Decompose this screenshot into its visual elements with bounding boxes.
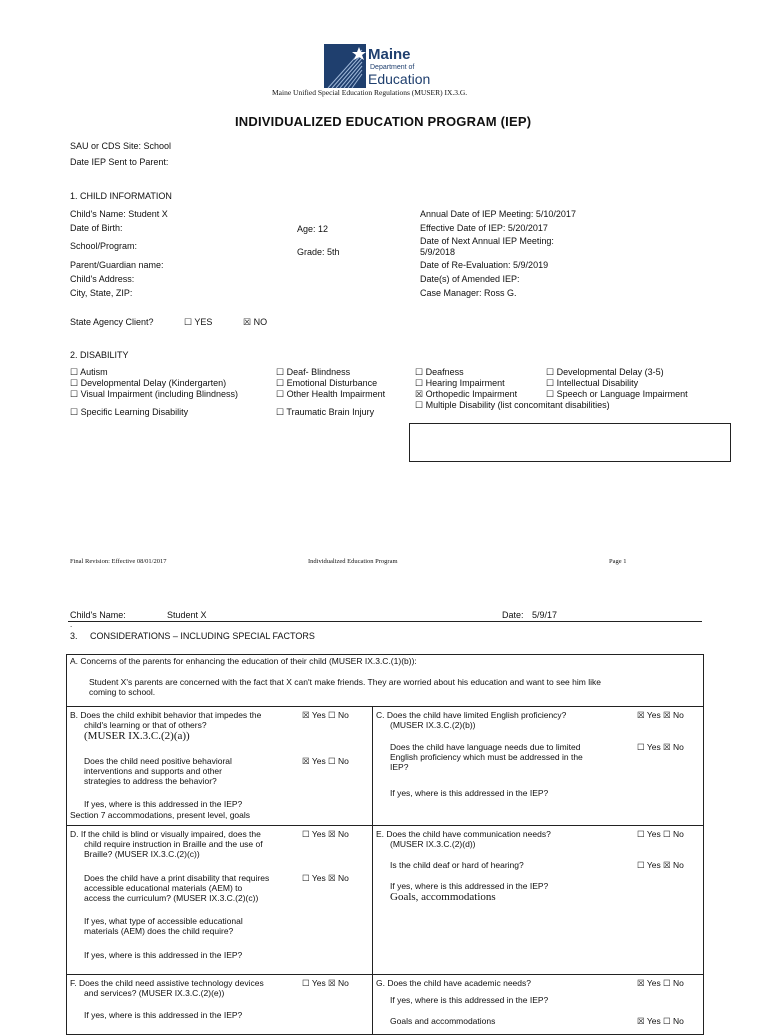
footer-program: Individualized Education Program [308, 558, 398, 565]
childs-name: Child's Name: Student X [70, 209, 168, 219]
d-q3: Braille? (MUSER IX.3.C.(2)(c)) [84, 849, 200, 859]
disability-deaf-blind[interactable]: ☐ Deaf- Blindness [276, 367, 351, 377]
disability-dev-delay-k[interactable]: ☐ Developmental Delay (Kindergarten) [70, 378, 227, 388]
g-q3[interactable]: Goals and accommodations [390, 1016, 496, 1026]
parent-name: Parent/Guardian name: [70, 260, 164, 270]
e-q1: E. Does the child have communication needs? [376, 829, 551, 839]
age: Age: 12 [297, 224, 329, 234]
b-q6: strategies to address the behavior? [84, 776, 217, 786]
consideration-a [67, 655, 704, 707]
b-answer[interactable]: Section 7 accommodations, present level, goals [70, 810, 251, 820]
b-q2: child's learning or that of others? [84, 720, 207, 730]
regs-line: Maine Unified Special Education Regulations (MUSER) IX.3.G. [272, 88, 468, 97]
annual-date: Annual Date of IEP Meeting: 5/10/2017 [420, 209, 576, 219]
c-q2: (MUSER IX.3.C.(2)(b)) [390, 720, 476, 730]
f-q3: If yes, where is this addressed in the IEP? [84, 1010, 243, 1020]
sau-line: SAU or CDS Site: School [70, 141, 172, 151]
p2-date-label: Date: [502, 610, 524, 620]
logo-word-maine: Maine [368, 46, 411, 63]
consideration-e [373, 826, 704, 975]
f-yes-no-1[interactable]: ☐ Yes ☒ No [302, 978, 349, 988]
state-agency-label: State Agency Client? [70, 317, 154, 327]
d-yes-no-1[interactable]: ☐ Yes ☒ No [302, 829, 349, 839]
b-yes-no-2[interactable]: ☒ Yes ☐ No [302, 756, 349, 766]
f-q1: F. Does the child need assistive technology devices [70, 978, 264, 988]
c-q4: English proficiency which must be addressed in the [390, 752, 583, 762]
e-q2: (MUSER IX.3.C.(2)(d)) [390, 839, 476, 849]
disability-visual[interactable]: ☐ Visual Impairment (including Blindness) [70, 389, 238, 399]
d-q9: If yes, where is this addressed in the IEP? [84, 950, 243, 960]
d-q5: accessible educational materials (AEM) to [84, 883, 243, 893]
consideration-d [67, 826, 373, 975]
section2-heading: 2. DISABILITY [70, 350, 129, 360]
d-q8: materials (AEM) does the child require? [84, 926, 234, 936]
disability-hearing[interactable]: ☐ Hearing Impairment [415, 378, 505, 388]
d-q4: Does the child have a print disability that requires [84, 873, 270, 883]
e-q4: If yes, where is this addressed in the IEP? [390, 881, 549, 891]
p2-section-num: 3. [70, 631, 78, 641]
consideration-f [67, 975, 373, 1035]
disability-deafness[interactable]: ☐ Deafness [415, 367, 464, 377]
disability-tbi[interactable]: ☐ Traumatic Brain Injury [276, 407, 375, 417]
reevaluation-date: Date of Re-Evaluation: 5/9/2019 [420, 260, 549, 270]
b-yes-no-1[interactable]: ☒ Yes ☐ No [302, 710, 349, 720]
a-answer-line2[interactable]: coming to school. [89, 687, 156, 697]
p2-childs-name-value: Student X [167, 610, 207, 620]
page-title: INDIVIDUALIZED EDUCATION PROGRAM (IEP) [235, 114, 532, 129]
state-agency-yes-checkbox[interactable]: ☐ YES [184, 317, 213, 327]
e-q3: Is the child deaf or hard of hearing? [390, 860, 524, 870]
maine-doe-logo [324, 44, 450, 90]
disability-dev-delay-3-5[interactable]: ☐ Developmental Delay (3-5) [546, 367, 664, 377]
child-address: Child's Address: [70, 274, 135, 284]
g-q2: If yes, where is this addressed in the IEP? [390, 995, 549, 1005]
section1-heading: 1. CHILD INFORMATION [70, 191, 172, 201]
amended-date: Date(s) of Amended IEP: [420, 274, 520, 284]
date-sent-line: Date IEP Sent to Parent: [70, 157, 169, 167]
p2-section-heading: CONSIDERATIONS – INCLUDING SPECIAL FACTORS [90, 631, 315, 641]
disability-sld[interactable]: ☐ Specific Learning Disability [70, 407, 189, 417]
disability-ohi[interactable]: ☐ Other Health Impairment [276, 389, 386, 399]
considerations-table [66, 654, 704, 1035]
c-q5: IEP? [390, 762, 409, 772]
c-q6: If yes, where is this addressed in the IEP? [390, 788, 549, 798]
concomitant-disabilities-field[interactable] [409, 423, 731, 462]
e-yes-no-2[interactable]: ☐ Yes ☒ No [637, 860, 684, 870]
b-q5: interventions and supports and other [84, 766, 222, 776]
d-q6: access the curriculum? (MUSER IX.3.C.(2)(c)) [84, 893, 259, 903]
dob: Date of Birth: [70, 223, 123, 233]
d-yes-no-2[interactable]: ☐ Yes ☒ No [302, 873, 349, 883]
next-annual-date-value: 5/9/2018 [420, 247, 456, 257]
d-q7: If yes, what type of accessible educational [84, 916, 243, 926]
a-answer-line1[interactable]: Student X's parents are concerned with the fact that X can't make friends. They are worried about his education and want to see him like [89, 677, 601, 687]
disability-orthopedic[interactable]: ☒ Orthopedic Impairment [415, 389, 518, 399]
c-yes-no-1[interactable]: ☒ Yes ☒ No [637, 710, 684, 720]
p2-header-rule [68, 621, 702, 622]
disability-autism[interactable]: ☐ Autism [70, 367, 108, 377]
city-state-zip: City, State, ZIP: [70, 288, 133, 298]
state-agency-no-checkbox[interactable]: ☒ NO [243, 317, 268, 327]
consideration-g [373, 975, 704, 1035]
logo-word-dept: Department of [370, 64, 415, 71]
c-q3: Does the child have language needs due to limited [390, 742, 581, 752]
b-q7: If yes, where is this addressed in the IEP? [84, 799, 243, 809]
a-question: A. Concerns of the parents for enhancing the education of their child (MUSER IX.3.C.(1)(b)): [70, 656, 417, 666]
p2-childs-name-label: Child's Name: [70, 610, 126, 620]
consideration-c [373, 707, 704, 826]
logo-word-education: Education [368, 71, 431, 87]
p2-date-value: 5/9/17 [532, 610, 558, 620]
e-yes-no-1[interactable]: ☐ Yes ☐ No [637, 829, 684, 839]
disability-intellectual[interactable]: ☐ Intellectual Disability [546, 378, 639, 388]
f-q2: and services? (MUSER IX.3.C.(2)(e)) [84, 988, 225, 998]
case-manager: Case Manager: Ross G. [420, 288, 517, 298]
footer-revision: Final Revision: Effective 08/01/2017 [70, 558, 167, 565]
school-program: School/Program: [70, 241, 138, 251]
c-yes-no-2[interactable]: ☐ Yes ☒ No [637, 742, 684, 752]
d-q2: child require instruction in Braille and the use of [84, 839, 263, 849]
b-q1: B. Does the child exhibit behavior that impedes the [70, 710, 262, 720]
g-q1: G. Does the child have academic needs? [376, 978, 531, 988]
consideration-b [67, 707, 373, 826]
b-q4: Does the child need positive behavioral [84, 756, 232, 766]
b-q3: (MUSER IX.3.C.(2)(a)) [84, 730, 190, 742]
disability-emotional[interactable]: ☐ Emotional Disturbance [276, 378, 378, 388]
p2-dot: . [70, 620, 73, 629]
effective-date: Effective Date of IEP: 5/20/2017 [420, 223, 548, 233]
footer-page: Page 1 [609, 558, 627, 565]
c-q1: C. Does the child have limited English proficiency? [376, 710, 567, 720]
next-annual-date: Date of Next Annual IEP Meeting: [420, 236, 554, 246]
d-q1: D. If the child is blind or visually impaired, does the [70, 829, 261, 839]
grade: Grade: 5th [297, 247, 340, 257]
disability-multiple[interactable]: ☐ Multiple Disability (list concomitant disabilities) [415, 400, 610, 410]
g-yes-no-1[interactable]: ☒ Yes ☐ No [637, 978, 684, 988]
g-yes-no-2[interactable]: ☒ Yes ☐ No [637, 1016, 684, 1026]
disability-speech[interactable]: ☐ Speech or Language Impairment [546, 389, 688, 399]
e-answer[interactable]: Goals, accommodations [390, 891, 496, 903]
